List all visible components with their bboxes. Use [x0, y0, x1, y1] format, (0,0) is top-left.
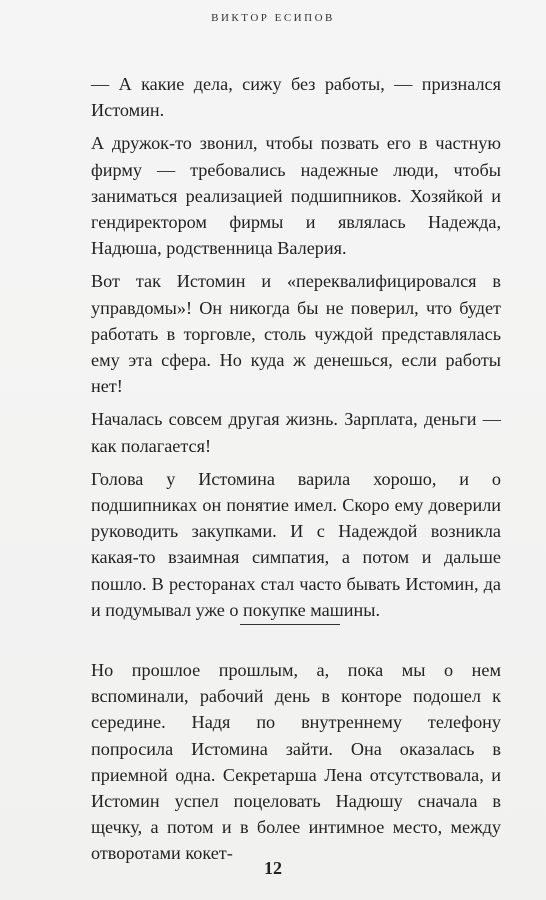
paragraph-4: Началась совсем другая жизнь. Зарплата, деньги — как полагается!	[91, 409, 501, 456]
page-number: 12	[264, 858, 282, 878]
paragraph-6: Но прошлое прошлым, а, пока мы о нем вспоминали, рабочий день в конторе подошел к середине. Надя по внутреннему телефону попросила Истомина зайти. Она оказалась в приемной одна. Секретарша Лена отсутствовала, и Истомин успел поцеловать Надюшу сначала в щечку, а потом и в более интимное место, между отворотами кокет-	[91, 660, 501, 864]
section-break-rule	[240, 624, 340, 625]
body-text-block-after-break	[91, 657, 501, 867]
paragraph-3: Вот так Истомин и «переквалифицировался в управдомы»! Он никогда бы не поверил, что будет работать в торговле, столь чуждой представлялась ему эта сфера. Но куда ж денешься, если работы нет!	[91, 271, 501, 397]
paragraph-1: — А какие дела, сижу без работы, — признался Истомин.	[91, 74, 501, 121]
body-text-block	[91, 71, 501, 623]
paragraph-5: Голова у Истомина варила хорошо, и о подшипниках он понятие имел. Скоро ему доверили руководить закупками. И с Надеждой возникла какая-то взаимная симпатия, а потом и дальше пошло. В ресторанах стал часто бывать Истомин, да и подумывал уже о покупке машины.	[91, 468, 501, 620]
running-head: ВИКТОР ЕСИПОВ	[211, 12, 335, 24]
paragraph-2: А дружок-то звонил, чтобы позвать его в частную фирму — требовались надежные люди, чтобы заниматься реализацией подшипников. Хозяйкой и гендиректором фирмы и являлась Надежда, Надюша, родственница Валерия.	[91, 133, 501, 259]
